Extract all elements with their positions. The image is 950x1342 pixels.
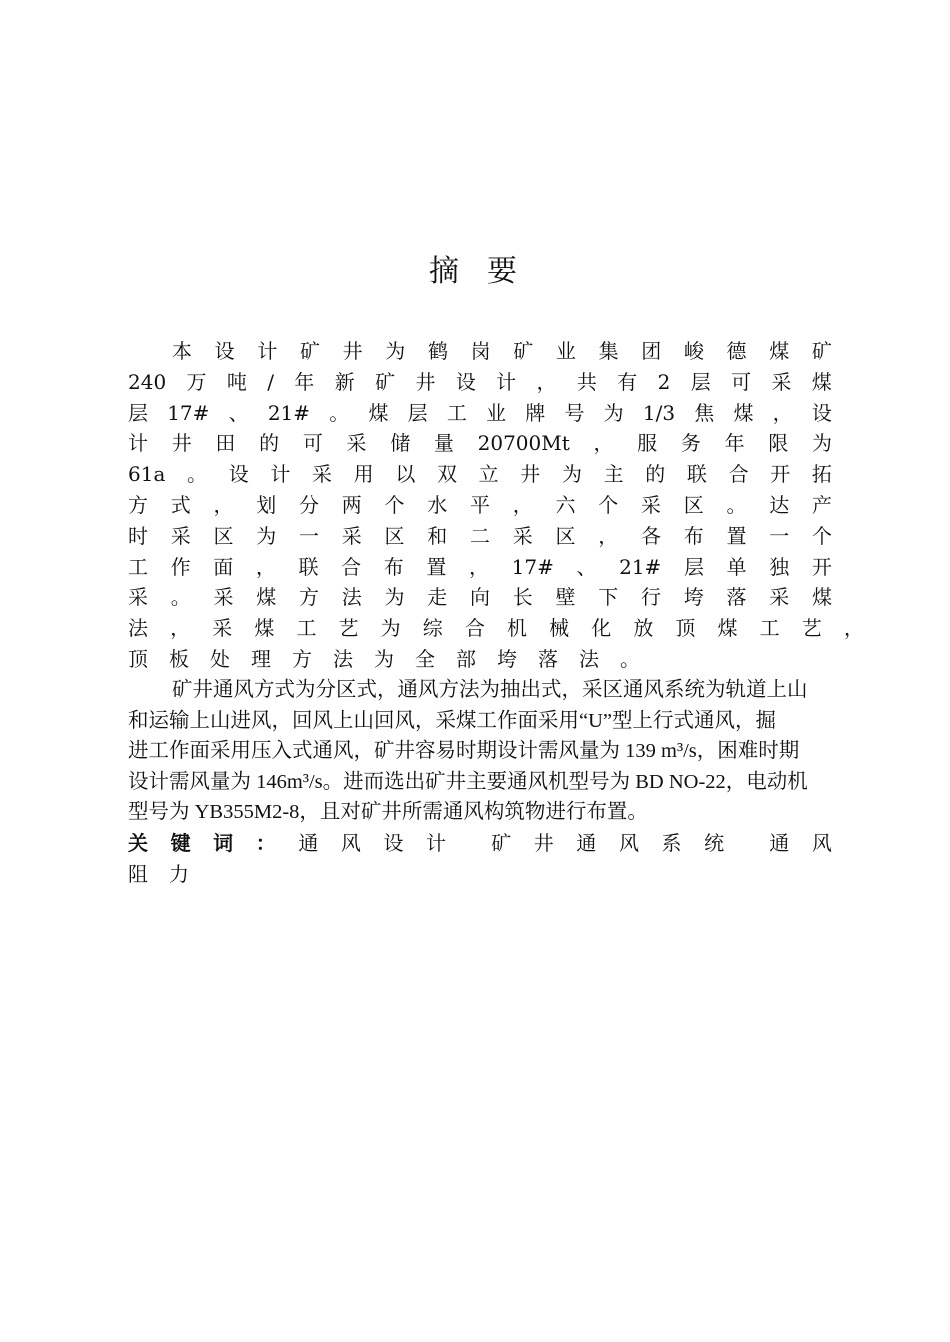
keywords-label-char: 键 (170, 831, 191, 855)
text-char: 垮 (683, 585, 704, 610)
text-char: ， (469, 554, 489, 579)
text-char: 采 (512, 523, 533, 548)
text-char: 服 (637, 431, 658, 456)
keyword-char: 计 (426, 831, 447, 855)
paragraph-line (128, 552, 832, 583)
text-char: 以 (395, 462, 416, 487)
text-char: 全 (415, 646, 435, 671)
text-char: 采 (312, 462, 332, 487)
keyword-char: 通 (769, 831, 790, 855)
text-char: 鹤 (427, 339, 448, 363)
text-char: 牌 (525, 400, 546, 425)
text-char: 拓 (811, 462, 832, 487)
text-char: 开 (770, 462, 791, 487)
paragraph-line: 矿井通风方式为分区式，通风方法为抽出式，采区通风系统为轨道上山 (172, 679, 808, 701)
paragraph-line: 设计需风量为 146m³/s。进而选出矿井主要通风机型号为 BD NO-22，电动机 (128, 770, 808, 793)
text-char: 工 (446, 400, 467, 425)
paragraph-line (128, 428, 832, 459)
text-char: ， (213, 492, 234, 517)
text-char: 方 (292, 646, 312, 671)
text-char: 矿 (299, 339, 320, 363)
text-char: 、 (228, 400, 249, 425)
keyword-char: 风 (811, 831, 832, 855)
text-char: 采 (213, 585, 234, 610)
text-char: 为 (384, 585, 405, 610)
text-char: 业 (555, 339, 576, 363)
text-char: 法 (128, 616, 148, 641)
text-char: 工 (759, 616, 780, 641)
text-char: 号 (564, 400, 585, 425)
text-char: 储 (390, 431, 411, 456)
text-char: 区 (555, 523, 576, 548)
text-char: 机 (506, 616, 527, 641)
text-char: 为 (561, 462, 582, 487)
text-char: 放 (633, 616, 654, 641)
text-char: 分 (299, 492, 319, 517)
text-char: 1/3 (642, 400, 676, 425)
text-char: 为 (374, 646, 394, 671)
text-char: 20700Mt (477, 431, 570, 456)
text-char: 械 (549, 616, 570, 641)
text-char: 方 (128, 492, 148, 517)
keyword-char: 统 (704, 831, 725, 855)
keyword-char: 通 (576, 831, 597, 855)
text-char: 水 (427, 492, 448, 517)
text-char: 量 (433, 431, 454, 456)
text-char: 艺 (338, 616, 359, 641)
text-char: 六 (555, 492, 576, 517)
text-char: 。 (726, 492, 747, 517)
text-char: 有 (617, 369, 638, 394)
text-char: 。 (187, 462, 208, 487)
text-char: / (267, 369, 275, 394)
text-char: 务 (680, 431, 701, 456)
text-char: 行 (641, 585, 661, 610)
text-char: 面 (213, 554, 234, 579)
text-char: 2 (657, 369, 671, 394)
text-char: 采 (769, 585, 790, 610)
keyword-char: 力 (169, 861, 189, 886)
text-char: 开 (811, 554, 832, 579)
text-char: 集 (598, 339, 619, 363)
text-char: 焦 (694, 400, 715, 425)
text-char: 17# (511, 554, 554, 579)
text-char: 设 (455, 369, 476, 394)
text-char: 计 (270, 462, 291, 487)
text-char: 煤 (256, 585, 277, 610)
text-char: 工 (296, 616, 317, 641)
text-char: 。 (170, 585, 191, 610)
keywords-label-char: 关 (128, 831, 148, 855)
text-char: 的 (645, 462, 666, 487)
paragraph-line (128, 367, 832, 398)
text-char: 法 (579, 646, 599, 671)
text-char: 层 (407, 400, 428, 425)
keyword-char: 风 (618, 831, 639, 855)
paragraph-line: 和运输上山进风，回风上山回风，采煤工作面采用“U”型上行式通风，掘 (128, 709, 777, 732)
text-char: 平 (470, 492, 490, 517)
text-char: 采 (170, 523, 191, 548)
abstract-paragraph-2 (128, 675, 854, 828)
text-char: 置 (726, 523, 747, 548)
text-char: 采 (128, 585, 148, 610)
text-char: 为 (603, 400, 624, 425)
text-char: ， (512, 492, 533, 517)
paragraph-line (128, 398, 832, 429)
text-char: 计 (128, 431, 148, 456)
text-char: 。 (620, 646, 640, 671)
text-char: 采 (341, 523, 362, 548)
text-char: 煤 (811, 369, 832, 394)
text-char: 区 (384, 523, 405, 548)
text-char: 新 (334, 369, 355, 394)
text-char: 艺 (801, 616, 822, 641)
text-char: 的 (259, 431, 280, 456)
keywords-section (128, 828, 832, 890)
text-char: 长 (512, 585, 533, 610)
keyword-char: 阻 (128, 861, 148, 886)
text-char: 层 (683, 554, 704, 579)
text-char: 采 (212, 616, 233, 641)
keyword-char: 风 (340, 831, 361, 855)
text-char: 下 (598, 585, 619, 610)
text-char: 井 (171, 431, 192, 456)
text-char: 年 (294, 369, 315, 394)
text-char: 为 (256, 523, 277, 548)
text-char: 设 (811, 400, 832, 425)
text-char: 各 (641, 523, 661, 548)
text-char: 向 (470, 585, 490, 610)
text-char: 吨 (226, 369, 247, 394)
text-char: 一 (299, 523, 319, 548)
text-char: ， (598, 523, 619, 548)
text-char: 两 (341, 492, 362, 517)
paragraph-line (128, 490, 832, 521)
text-char: 设 (214, 339, 235, 363)
text-char: 和 (427, 523, 448, 548)
text-char: 个 (598, 492, 619, 517)
text-char: 煤 (368, 400, 389, 425)
text-char: 一 (769, 523, 790, 548)
paragraph-line (128, 459, 832, 490)
text-char: 合 (341, 554, 362, 579)
text-char: 区 (213, 523, 234, 548)
text-char: 合 (728, 462, 749, 487)
keywords-line (128, 828, 832, 859)
text-char: 部 (456, 646, 476, 671)
text-char: 设 (228, 462, 249, 487)
text-char: 21# (267, 400, 311, 425)
text-char: 顶 (128, 646, 148, 671)
text-char: 计 (257, 339, 278, 363)
text-char: 井 (342, 339, 363, 363)
text-char: 61a (128, 462, 166, 487)
text-char: 业 (486, 400, 507, 425)
abstract-title: 摘要 (429, 254, 545, 289)
text-char: 落 (726, 585, 747, 610)
text-char: 布 (683, 523, 704, 548)
text-char: 。 (329, 400, 350, 425)
text-char: 万 (186, 369, 207, 394)
text-char: 年 (724, 431, 745, 456)
text-char: 个 (384, 492, 405, 517)
text-char: 合 (464, 616, 485, 641)
text-char: 可 (302, 431, 323, 456)
text-char: 式 (170, 492, 191, 517)
text-char: 板 (169, 646, 189, 671)
text-char: 壁 (555, 585, 576, 610)
text-char: 主 (603, 462, 624, 487)
text-char: 240 (128, 369, 167, 394)
text-char: 时 (128, 523, 148, 548)
text-char: 走 (427, 585, 448, 610)
text-char: 德 (726, 339, 747, 363)
text-char: 达 (769, 492, 790, 517)
text-char: 峻 (683, 339, 704, 363)
text-char: 矿 (513, 339, 534, 363)
text-char: 井 (415, 369, 436, 394)
text-char: 本 (172, 339, 192, 363)
keywords-line (128, 859, 832, 890)
text-char: 21# (619, 554, 662, 579)
text-char: 限 (768, 431, 789, 456)
text-char: 矿 (811, 339, 832, 363)
text-char: 化 (591, 616, 612, 641)
text-char: 法 (333, 646, 353, 671)
text-char: 布 (383, 554, 404, 579)
keywords-label-char: ： (255, 831, 276, 855)
text-char: 采 (771, 369, 792, 394)
text-char: 团 (641, 339, 662, 363)
text-char: 可 (731, 369, 752, 394)
text-char: 煤 (812, 585, 832, 610)
text-char: 个 (812, 523, 832, 548)
keyword-char: 矿 (491, 831, 512, 855)
text-char: 独 (769, 554, 790, 579)
keywords-label-char: 词 (213, 831, 234, 855)
text-char: 煤 (254, 616, 275, 641)
text-char: 联 (686, 462, 707, 487)
text-char: 划 (256, 492, 277, 517)
text-char: 单 (726, 554, 747, 579)
text-char: 矿 (375, 369, 396, 394)
text-char: 为 (811, 431, 832, 456)
text-char: 理 (251, 646, 271, 671)
text-char: 区 (683, 492, 704, 517)
paragraph-line (128, 644, 832, 675)
text-char: 采 (346, 431, 367, 456)
text-char: 联 (298, 554, 319, 579)
text-char: ， (170, 616, 191, 641)
text-char: 为 (385, 339, 406, 363)
text-char: 煤 (717, 616, 738, 641)
text-char: 、 (576, 554, 597, 579)
text-char: 产 (812, 492, 832, 517)
text-char: ， (843, 616, 864, 641)
text-char: 方 (299, 585, 319, 610)
text-char: 顶 (675, 616, 696, 641)
text-char: 层 (128, 400, 148, 425)
text-char: 法 (341, 585, 362, 610)
paragraph-line (128, 336, 832, 367)
text-char: 共 (576, 369, 597, 394)
text-char: 田 (215, 431, 236, 456)
text-char: 计 (496, 369, 517, 394)
paragraph-line (128, 613, 864, 644)
text-char: 综 (422, 616, 443, 641)
text-char: 岗 (470, 339, 491, 363)
abstract-paragraph-1 (128, 336, 864, 675)
text-char: 煤 (769, 339, 790, 363)
paragraph-line (128, 582, 832, 613)
text-char: 采 (641, 492, 661, 517)
text-char: 落 (538, 646, 558, 671)
text-char: 作 (170, 554, 191, 579)
paragraph-line: 进工作面采用压入式通风，矿井容易时期设计需风量为 139 m³/s，困难时期 (128, 740, 800, 762)
text-char: 为 (380, 616, 401, 641)
keyword-char: 设 (383, 831, 404, 855)
text-char: 立 (478, 462, 499, 487)
text-char: 工 (128, 554, 148, 579)
text-char: 置 (426, 554, 447, 579)
paragraph-line (128, 521, 832, 552)
keyword-char: 井 (533, 831, 554, 855)
text-char: ， (772, 400, 793, 425)
text-char: 17# (167, 400, 210, 425)
text-char: ， (593, 431, 614, 456)
text-char: ， (536, 369, 557, 394)
text-char: 煤 (733, 400, 754, 425)
text-char: 层 (690, 369, 711, 394)
text-char: 垮 (497, 646, 517, 671)
text-char: 二 (470, 523, 490, 548)
keyword-char: 通 (298, 831, 319, 855)
text-char: 用 (353, 462, 374, 487)
paragraph-line: 型号为 YB355M2-8，且对矿井所需通风构筑物进行布置。 (128, 801, 648, 823)
text-char: 处 (210, 646, 230, 671)
keyword-char: 系 (661, 831, 682, 855)
text-char: 井 (520, 462, 541, 487)
text-char: 双 (436, 462, 457, 487)
text-char: ， (255, 554, 276, 579)
